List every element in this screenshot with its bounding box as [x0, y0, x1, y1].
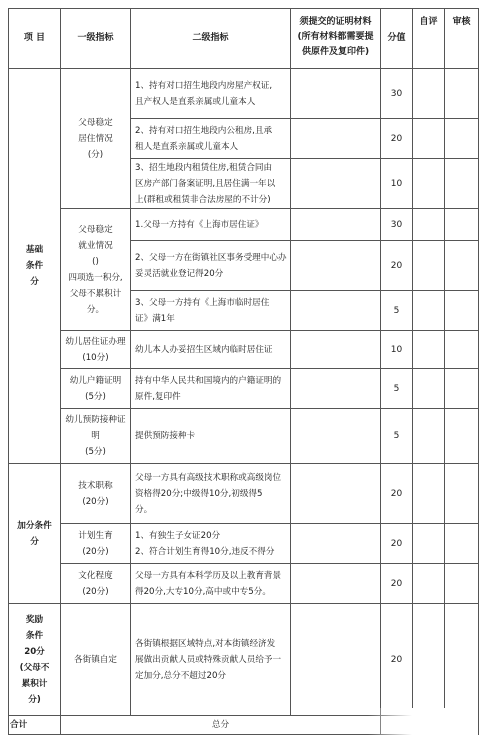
- watermark-fade: [368, 708, 478, 738]
- score-cell: 10: [381, 159, 413, 209]
- level1-child-residence: 幼儿居住证办理 (10分): [61, 331, 131, 369]
- footer-total: 合计: [9, 716, 61, 735]
- review-cell: [445, 369, 479, 409]
- level2-cell: 3、招生地段内租赁住房,租赁合同由 区房产部门备案证明,且居住满一年以 上(群租或租赁非合法房屋的不计分): [131, 159, 291, 209]
- self-eval-cell: [413, 209, 445, 241]
- level1-employment: 父母稳定 就业情况 () 四项选一积分, 父母不累积计 分。: [61, 209, 131, 331]
- review-cell: [445, 464, 479, 524]
- review-cell: [445, 291, 479, 331]
- materials-cell: [291, 464, 381, 524]
- score-cell: 10: [381, 331, 413, 369]
- header-score: 分值: [381, 9, 413, 69]
- review-cell: [445, 241, 479, 291]
- level1-household: 幼儿户籍证明 (5分): [61, 369, 131, 409]
- review-cell: [445, 119, 479, 159]
- self-eval-cell: [413, 604, 445, 716]
- materials-cell: [291, 241, 381, 291]
- level2-cell: 1、有独生子女证20分 2、符合计划生育得10分,违反不得分: [131, 524, 291, 564]
- score-cell: 20: [381, 524, 413, 564]
- level1-family-planning: 计划生育 (20分): [61, 524, 131, 564]
- score-cell: 5: [381, 291, 413, 331]
- level2-cell: 1、持有对口招生地段内房屋产权证, 且产权人是直系亲属或儿童本人: [131, 69, 291, 119]
- self-eval-cell: [413, 524, 445, 564]
- score-cell: 20: [381, 119, 413, 159]
- materials-cell: [291, 291, 381, 331]
- self-eval-cell: [413, 241, 445, 291]
- score-cell: 20: [381, 464, 413, 524]
- materials-cell: [291, 369, 381, 409]
- self-eval-cell: [413, 369, 445, 409]
- group-reward: 奖励 条件 20分 (父母不 累积计 分): [9, 604, 61, 716]
- self-eval-cell: [413, 291, 445, 331]
- materials-cell: [291, 69, 381, 119]
- score-cell: 5: [381, 409, 413, 464]
- level2-cell: 提供预防接种卡: [131, 409, 291, 464]
- self-eval-cell: [413, 69, 445, 119]
- score-cell: 20: [381, 241, 413, 291]
- materials-cell: [291, 524, 381, 564]
- level2-cell: 幼儿本人办妥招生区域内临时居住证: [131, 331, 291, 369]
- materials-cell: [291, 604, 381, 716]
- score-cell: 30: [381, 69, 413, 119]
- level1-vaccination: 幼儿预防接种证 明 (5分): [61, 409, 131, 464]
- materials-cell: [291, 209, 381, 241]
- review-cell: [445, 409, 479, 464]
- level2-cell: 各街镇根据区域特点,对本街镇经济发 展做出贡献人员或特殊贡献人员给予一 定加分,总分不超过20分: [131, 604, 291, 716]
- level1-title: 技术职称 (20分): [61, 464, 131, 524]
- review-cell: [445, 524, 479, 564]
- review-cell: [445, 159, 479, 209]
- level2-cell: 2、父母一方在街镇社区事务受理中心办 妥灵活就业登记得20分: [131, 241, 291, 291]
- review-cell: [445, 604, 479, 716]
- self-eval-cell: [413, 409, 445, 464]
- score-cell: 30: [381, 209, 413, 241]
- materials-cell: [291, 409, 381, 464]
- header-item: 项 目: [9, 9, 61, 69]
- level2-cell: 父母一方具有高级技术职称或高级岗位 资格得20分;中级得10分,初级得5 分。: [131, 464, 291, 524]
- review-cell: [445, 209, 479, 241]
- self-eval-cell: [413, 159, 445, 209]
- level2-cell: 持有中华人民共和国境内的户籍证明的 原件,复印件: [131, 369, 291, 409]
- score-cell: 20: [381, 604, 413, 716]
- header-level1: 一级指标: [61, 9, 131, 69]
- self-eval-cell: [413, 119, 445, 159]
- level1-residence: 父母稳定 居住情况 (分): [61, 69, 131, 209]
- score-cell: 5: [381, 369, 413, 409]
- level2-cell: 3、父母一方持有《上海市临时居住 证》满1年: [131, 291, 291, 331]
- review-cell: [445, 564, 479, 604]
- materials-cell: [291, 119, 381, 159]
- level2-cell: 1.父母一方持有《上海市居住证》: [131, 209, 291, 241]
- score-cell: 20: [381, 564, 413, 604]
- header-review: 审核: [445, 9, 479, 69]
- level1-education: 文化程度 (20分): [61, 564, 131, 604]
- score-table: [8, 8, 479, 735]
- header-level2: 二级指标: [131, 9, 291, 69]
- group-bonus: 加分条件 分: [9, 464, 61, 604]
- footer-total-score: 总分: [61, 716, 381, 735]
- self-eval-cell: [413, 331, 445, 369]
- header-self: 自评: [413, 9, 445, 69]
- level2-cell: 父母一方具有本科学历及以上教育背景 得20分,大专10分,高中或中专5分。: [131, 564, 291, 604]
- materials-cell: [291, 564, 381, 604]
- review-cell: [445, 331, 479, 369]
- group-basic: 基础 条件 分: [9, 69, 61, 464]
- self-eval-cell: [413, 464, 445, 524]
- self-eval-cell: [413, 564, 445, 604]
- materials-cell: [291, 159, 381, 209]
- header-materials: 须提交的证明材料 (所有材料都需要提 供原件及复印件): [291, 9, 381, 69]
- materials-cell: [291, 331, 381, 369]
- level2-cell: 2、持有对口招生地段内公租房,且承 租人是直系亲属或儿童本人: [131, 119, 291, 159]
- level1-custom: 各街镇自定: [61, 604, 131, 716]
- review-cell: [445, 69, 479, 119]
